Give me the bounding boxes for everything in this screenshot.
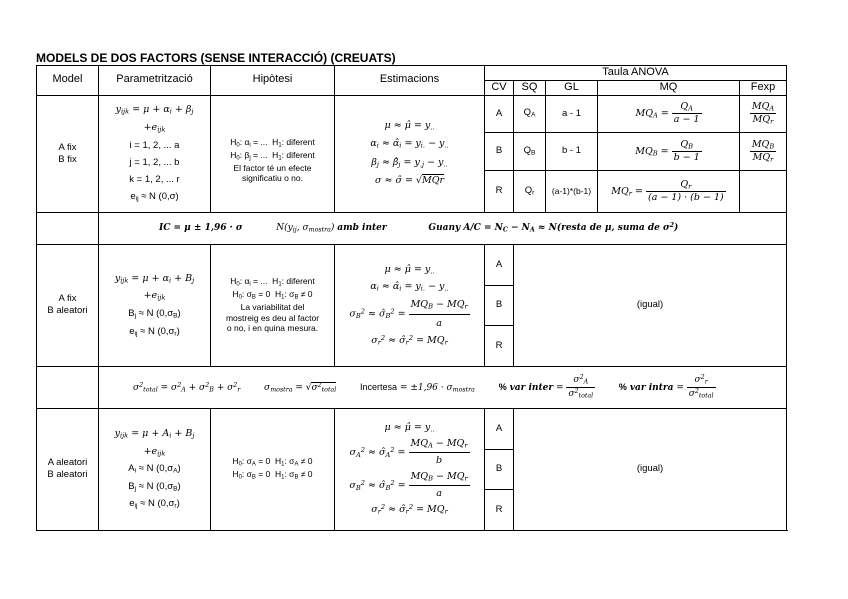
cv-cell: B [485,285,514,325]
estimate-sigma-b: $\sigma_B^2$ ≈ $\sigmâ_B^2$ = $\frac{MQ_B - MQ_r}{a}$ [349,471,468,500]
header-sq: SQ [514,80,546,95]
estimate-sigma: σ ≈ σ̂ = √MQr [374,174,445,186]
estimate-alpha: $\alpha_i$ ≈ $\alphâ_i = y_{i.} - y_{..}$ [370,138,449,151]
section3-row-a [37,408,787,449]
section2-parametritzacio [99,244,211,366]
model-label: A fix [58,293,77,305]
estimate-mu: μ ≈ μ̂ = $y_{..}$ [384,421,435,434]
page-title: MODELS DE DOS FACTORS (SENSE INTERACCIÓ) (CREUATS) [36,51,396,65]
hypothesis-text: El factor té un efecte significatiu o no. [233,162,312,184]
cv-cell: B [485,132,514,170]
hypothesis-alpha: $H_0$: $\alpha_i$ = ... $H_1$: diferent [230,136,315,149]
index-k: k = 1, 2, ... r [129,173,180,185]
confidence-interval: IC = μ ± 1,96 · σ [159,222,243,233]
error-distribution: $e_{ij} \approx N$ $(0,\sigma_r)$ [129,498,180,511]
header-taula-anova: Taula ANOVA [485,66,787,81]
model-label: B fix [58,153,77,165]
error-term: $+e_{ijk}$ [143,122,166,134]
sq-cell: $Q_r$ [514,170,546,212]
cv-cell: R [485,170,514,212]
section1-summary [99,212,787,244]
section2-summary [99,366,787,408]
section1-row-a [37,95,787,132]
summary-spacer [37,212,99,244]
section2-model [37,244,99,366]
normal-with-inter: $N(y_{ij}$, $\sigma_{mostra}$) amb inter [276,222,387,234]
cv-cell: R [485,325,514,366]
header-hipotesi: Hipòtesi [211,66,335,96]
mq-cell: $MQ_B$ = $\frac{Q_B}{b - 1}$ [598,132,740,170]
section2-hipotesi [211,244,335,366]
section1-summary-row [37,212,787,244]
model-label: B aleatori [47,305,88,316]
estimate-sigma-b: $\sigma_B^2$ ≈ $\sigmâ_B^2$ = $\frac{MQ_B - MQ_r}{a}$ [335,296,484,332]
estimate-sigma-r: $\sigma_r^2$ ≈ $\sigmâ_r^2 = MQ_r$ [371,333,448,347]
error-term: $+e_{ijk}$ [143,290,166,303]
fexp-cell: $\frac{MQ_A}{MQ_r}$ [740,95,787,132]
index-j: j = 1, 2, ... b [129,156,180,168]
random-effect-b: $B_j \approx N$ $(0,\sigma_B)$ [128,308,181,320]
fexp-cell [740,170,787,212]
fexp-cell: $\frac{MQ_B}{MQ_r}$ [740,132,787,170]
section3-estimacions [335,408,485,530]
cv-cell: B [485,449,514,489]
section2-igual: (igual) [514,244,787,366]
guany-formula: Guany $A/C = N_C - N_A$ ≈ N(resta de μ, suma de $\sigma^2$) [428,221,679,234]
header-parametritzacio: Parametrització [99,66,211,96]
error-term: $+e_{ijk}$ [143,445,166,458]
gl-cell: (a-1)*(b-1) [546,170,598,212]
cv-cell: A [485,244,514,285]
mq-cell: $MQ_r$ = $\frac{Q_r}{(a - 1) \cdot (b - 1)}$ [598,170,740,212]
percent-var-intra: % var intra = $\frac{\sigma^2_r}{\sigma^2_{total}}$ [618,374,714,399]
section3-igual: (igual) [514,408,787,530]
model-equation: $y_{ijk} = \mu + \alpha_i + \beta_j$ [115,104,194,117]
model-label: B aleatori [47,469,88,480]
model-equation: $y_{ijk} = \mu + A_i + B_j$ [114,427,195,440]
random-effect-a: $A_i \approx N$ $(0,\sigma_A)$ [128,463,181,475]
gl-cell: a - 1 [546,95,598,132]
header-cv: CV [485,80,514,95]
random-effect-b: $B_j \approx N$ $(0,\sigma_B)$ [128,480,181,493]
anova-models-table [36,65,787,531]
section2-estimacions [335,244,485,366]
model-label: A aleatori [47,457,88,469]
estimate-mu: μ ≈ μ̂ = $y_{..}$ [384,120,435,133]
section1-estimacions [335,95,485,212]
hypothesis-beta: $H_0$: $\beta_j$ = ... $H_1$: diferent [230,149,315,162]
hypothesis-sigma-b: $H_0$: $\sigma_B = 0$ $H_1$: $\sigma_B \ne 0$ [232,469,313,481]
header-mq: MQ [598,80,740,95]
section1-parametritzacio [99,95,211,212]
estimate-beta: $\beta_j$ ≈ $\betâ_j = y_{.j} - y_{..}$ [371,156,448,169]
sq-cell: $Q_B$ [514,132,546,170]
error-distribution: $e_{ij} \approx N$ $(0,\sigma_r)$ [129,325,180,338]
section2-row-a [37,244,787,285]
header-model: Model [37,66,99,96]
section2-summary-row [37,366,787,408]
header-row-1 [37,66,787,81]
hypothesis-alpha: $H_0$: $\alpha_i$ = ... $H_1$: diferent [230,276,315,288]
sigma-total: $\sigma^2_{total} = \sigma^2_A + \sigma^2_B + \sigma^2_r$ [133,381,241,394]
section3-model [37,408,99,530]
summary-spacer [37,366,99,408]
model-label: A fix [58,141,77,153]
hypothesis-text: La variabilitat del mostreig es deu al factor o no, i en quina mesura. [225,301,320,334]
estimate-alpha: $\alpha_i$ ≈ $\alphâ_i = y_{i.} - y_{..}$ [370,281,449,293]
estimate-sigma-r: $\sigma_r^2$ ≈ $\sigmâ_r^2 = MQ_r$ [371,503,448,516]
hypothesis-sigma-a: $H_0$: $\sigma_A = 0$ $H_1$: $\sigma_A \ne 0$ [232,456,313,468]
percent-var-inter: % var inter = $\frac{\sigma^2_A}{\sigma^2_{total}}$ [498,374,594,399]
incertesa: Incertesa = $\pm 1,96 \cdot \sigma_{mostra}$ [360,381,475,394]
mq-cell: $MQ_A$ = $\frac{Q_A}{a - 1}$ [598,95,740,132]
header-gl: GL [546,80,598,95]
cv-cell: A [485,95,514,132]
header-fexp: Fexp [740,80,787,95]
gl-cell: b - 1 [546,132,598,170]
cv-cell: R [485,489,514,530]
estimate-mu: μ ≈ μ̂ = $y_{..}$ [384,263,435,276]
section1-model [37,95,99,212]
index-i: i = 1, 2, ... a [129,139,180,151]
cv-cell: A [485,408,514,449]
section3-parametritzacio [99,408,211,530]
estimate-sigma-a: $\sigma_A^2$ ≈ $\sigmâ_A^2$ = $\frac{MQ_A - MQ_r}{b}$ [349,437,468,466]
error-distribution: $e_{ij} \approx N$ (0,σ) [130,190,179,203]
section1-hipotesi [211,95,335,212]
model-equation: $y_{ijk} = \mu + \alpha_i + B_j$ [114,272,195,285]
section3-hipotesi [211,408,335,530]
hypothesis-sigma-b: $H_0$: $\sigma_B = 0$ $H_1$: $\sigma_B \ne 0$ [232,289,313,301]
sq-cell: $Q_A$ [514,95,546,132]
header-estimacions: Estimacions [335,66,485,96]
sigma-mostra: $\sigma_{mostra} = √\sigma^2_{total}$ [264,381,337,394]
